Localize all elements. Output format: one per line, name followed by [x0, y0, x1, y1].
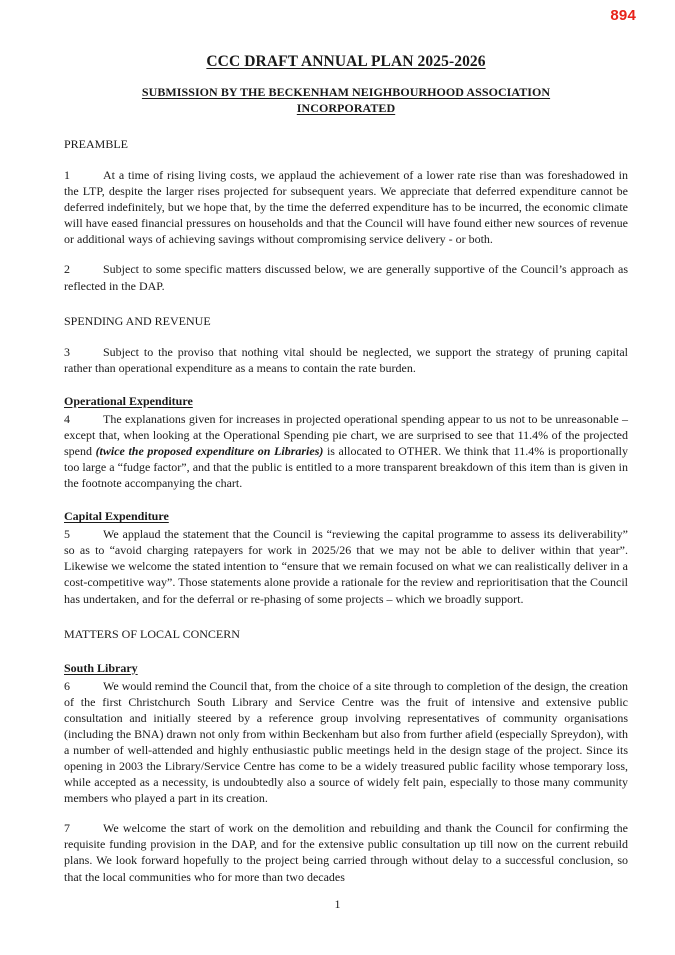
paragraph-1-number: 1: [64, 167, 70, 182]
document-subtitle: [64, 85, 628, 117]
section-heading-spending-and-revenue: SPENDING AND REVENUE: [64, 313, 211, 328]
paragraph-4-text-after: is allocated to OTHER. We think that 11.4% is proportionally too large a “fudge factor”, and that the public is entitled to a more transparent breakdown of this item than is given in the footnote accompanying the chart.: [64, 443, 628, 491]
paragraph-3: [64, 344, 628, 376]
paragraph-7-number: 7: [64, 821, 70, 836]
page-title: [64, 52, 628, 71]
paragraph-6-number: 6: [64, 678, 70, 693]
page-number: 1: [334, 897, 341, 911]
subheading-south-library: South Library: [64, 660, 138, 675]
paragraph-3-number: 3: [64, 344, 70, 359]
paragraph-6-text: We would remind the Council that, from the choice of a site through to completion of the design, the creation of the first Christchurch South Library and Service Centre was the fruit of intensive and extensive public consultation and initially steered by a reference group involving representatives of community organisations (including the BNA) drawn not only from within Beckenham but also from further afield (especially Spreydon), with a number of well-attended and highly enthusiastic public meetings held in the design stage of the project. Since its opening in 2003 the Library/Service Centre has come to be a widely treasured public facility whose temporary loss, while accepted as a necessity, is undoubtedly also a source of widely felt pain, especially to those many community members who played a part in its creation.: [64, 678, 628, 806]
paragraph-2-text: Subject to some specific matters discussed below, we are generally supportive of the Council’s approach as reflected in the DAP.: [64, 262, 628, 293]
paragraph-5-text: We applaud the statement that the Council is “reviewing the capital programme to assess its deliverability” so as to “avoid charging ratepayers for work in 2025/26 that we may not be able to deliver within that year”. Likewise we welcome the stated intention to “ensure that we remain focused on what we can realistically deliver in a cost-competitive way”. Those statements alone provide a rationale for the review and reprioritisation that the Council has undertaken, and for the deferral or re-phasing of some projects – which we broadly support.: [64, 527, 628, 606]
paragraph-1-text: At a time of rising living costs, we applaud the achievement of a lower rate rise than was foreshadowed in the LTP, despite the larger rises projected for subsequent years. We appreciate that deferred expenditure cannot be deferred indefinitely, but we hope that, by the time the deferred expenditure has to be incurred, the economic climate will have eased financial pressures on households and that the Council will have found either new sources of revenue or additional ways of achieving savings without compromising service delivery - or both.: [64, 167, 628, 247]
document-subtitle-line-1: SUBMISSION BY THE BECKENHAM NEIGHBOURHOOD ASSOCIATION: [141, 85, 551, 100]
paragraph-7: [64, 820, 628, 884]
document-subtitle-line-2: INCORPORATED: [296, 101, 396, 116]
paragraph-4: [64, 411, 628, 491]
paragraph-2: [64, 261, 628, 293]
subheading-capital-expenditure: Capital Expenditure: [64, 509, 169, 524]
paragraph-7-text: We welcome the start of work on the demolition and rebuilding and thank the Council for confirming the requisite funding provision in the DAP, and for the extensive public consultation up till now on the current rebuild plans. We look forward hopefully to the project being carried through without delay to a successful conclusion, so that the local communities who for more than two decades: [64, 821, 628, 884]
paragraph-4-number: 4: [64, 411, 70, 426]
paragraph-4-emphasis: (twice the proposed expenditure on Libraries): [95, 443, 324, 458]
paragraph-3-text: Subject to the proviso that nothing vital should be neglected, we support the strategy of pruning capital rather than operational expenditure as a means to contain the rate burden.: [64, 344, 628, 375]
paragraph-2-number: 2: [64, 262, 70, 277]
paragraph-5-number: 5: [64, 527, 70, 542]
document-body-column: [64, 0, 628, 885]
paragraph-1: [64, 167, 628, 247]
paragraph-4-text-before: The explanations given for increases in projected operational spending appear to us not to be unreasonable – except that, when looking at the Operational Spending pie chart, we are surprised to see that 11.4% of the projected spend: [64, 411, 628, 458]
page-title-text: CCC DRAFT ANNUAL PLAN 2025-2026: [206, 53, 486, 70]
subheading-operational-expenditure: Operational Expenditure: [64, 393, 193, 408]
paragraph-6: [64, 678, 628, 807]
section-heading-preamble: PREAMBLE: [64, 137, 129, 152]
section-heading-matters-of-local-concern: MATTERS OF LOCAL CONCERN: [64, 626, 240, 641]
paragraph-5: [64, 526, 628, 606]
archive-page-stamp: 894: [610, 7, 636, 24]
